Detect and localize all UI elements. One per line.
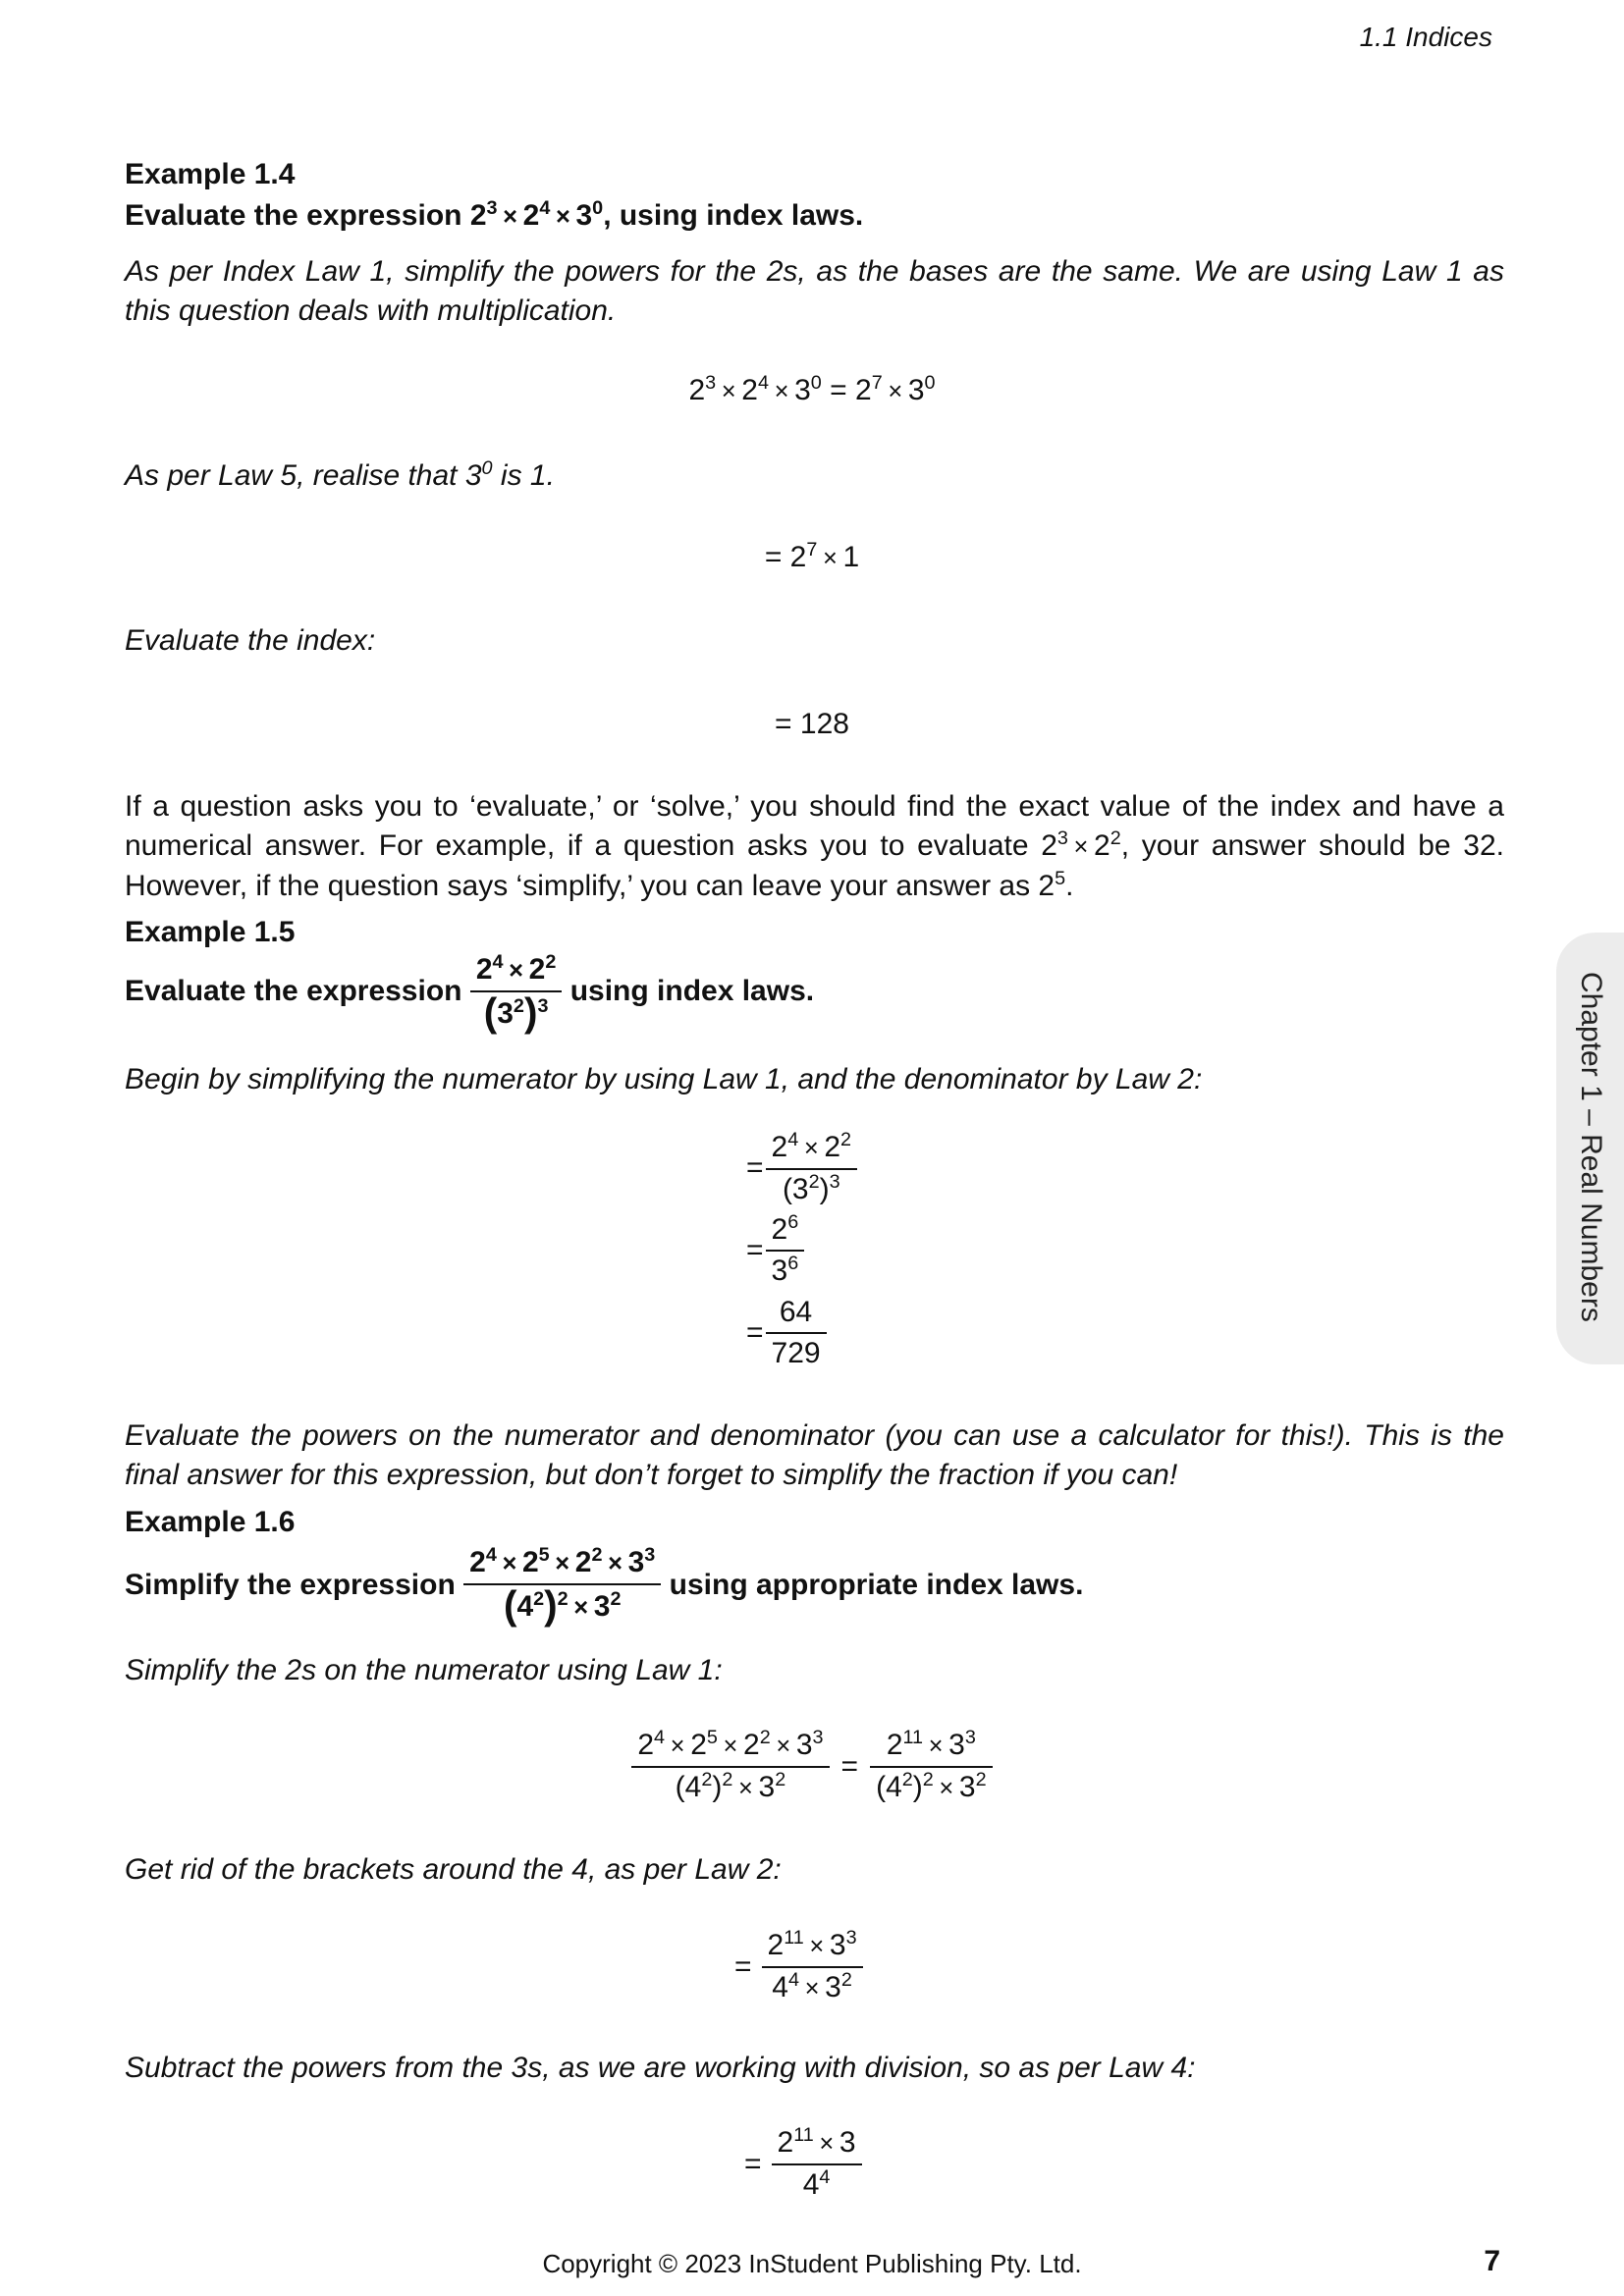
example-1-4-title: Example 1.4: [125, 158, 296, 190]
example-1-4-question: Evaluate the expression $2^3 \times 2^4 \times 3^0$, using index laws.: [125, 197, 864, 232]
example-1-5-title: Example 1.5: [125, 916, 296, 948]
example-1-6-eq1: $\frac{2^4 \times 2^5 \times 2^2 \times 3^3}{(4^2)^2 \times 3^2}$ = $\frac{2^{11} \times 3^3}{(4^2)^2 \times 3^2}$: [0, 1726, 1624, 1808]
chapter-tab-label: Chapter 1 – Real Numbers: [1575, 972, 1607, 1322]
example-1-6-step1: Simplify the 2s on the numerator using Law 1:: [125, 1654, 723, 1686]
example-1-6-eq2: = $\frac{2^{11} \times 3^3}{4^4 \times 3^2}$: [734, 1926, 863, 2008]
example-1-5-fraction: $\frac{2^4 \times 2^2}{(3^2)^3}$: [470, 950, 563, 1034]
example-1-5-question: Evaluate the expression $\frac{2^4 \times 2^2}{(3^2)^3}$ using index laws.: [125, 951, 815, 1035]
example-1-6-fraction: $\frac{2^4 \times 2^5 \times 2^2 \times 3^3}{(4^2)^2 \times 3^2}$: [463, 1543, 661, 1628]
example-1-5-step2: Evaluate the powers on the numerator and denominator (you can use a calculator for this!). This is the final answer for this expression, but don’t forget to simplify the fraction if you can!: [125, 1419, 1504, 1491]
page-number: 7: [1484, 2245, 1500, 2277]
example-1-6-step2: Get rid of the brackets around the 4, as per Law 2:: [125, 1853, 782, 1886]
example-1-4-note: If a question asks you to ‘evaluate,’ or ‘solve,’ you should find the exact value of the index and have a numerical answer. For example, if a question asks you to evaluate $2^3 \times 2^2$, your answer should be 32. However, if the question says ‘simplify,’ you can leave your answer as $2^5$.: [125, 790, 1504, 902]
example-1-6-step3: Subtract the powers from the 3s, as we are working with division, so as per Law 4:: [125, 2052, 1196, 2084]
example-1-4-eq2: = $2^7 \times 1$: [764, 539, 860, 573]
example-1-6-eq3: = $\frac{2^{11} \times 3}{4^4}$: [744, 2123, 862, 2205]
example-1-5-step1: Begin by simplifying the numerator by using Law 1, and the denominator by Law 2:: [125, 1063, 1203, 1095]
running-header: 1.1 Indices: [1359, 22, 1492, 52]
example-1-4-step3: Evaluate the index:: [125, 624, 376, 657]
example-1-4-step2: As per Law 5, realise that $3^0$ is 1.: [125, 457, 555, 492]
copyright-footer: Copyright © 2023 InStudent Publishing Pty. Ltd.: [542, 2249, 1082, 2278]
example-1-4-eq1: $2^3 \times 2^4 \times 3^0 = 2^7 \times 3^0$: [688, 372, 936, 406]
example-1-6-question: Simplify the expression $\frac{2^4 \times 2^5 \times 2^2 \times 3^3}{(4^2)^2 \times 3^2}$ using appropriate index laws.: [125, 1544, 1084, 1628]
example-1-5-working: = $\frac{2^4 \times 2^2}{(3^2)^3}$ = $\frac{2^6}{3^6}$ = $\frac{64}{729}$: [746, 1127, 857, 1374]
example-1-6-title: Example 1.6: [125, 1506, 296, 1538]
example-1-4-result: = 128: [775, 708, 849, 740]
example-1-4-step1: As per Index Law 1, simplify the powers for the 2s, as the bases are the same. We are using Law 1 as this question deals with multiplication.: [125, 255, 1504, 327]
